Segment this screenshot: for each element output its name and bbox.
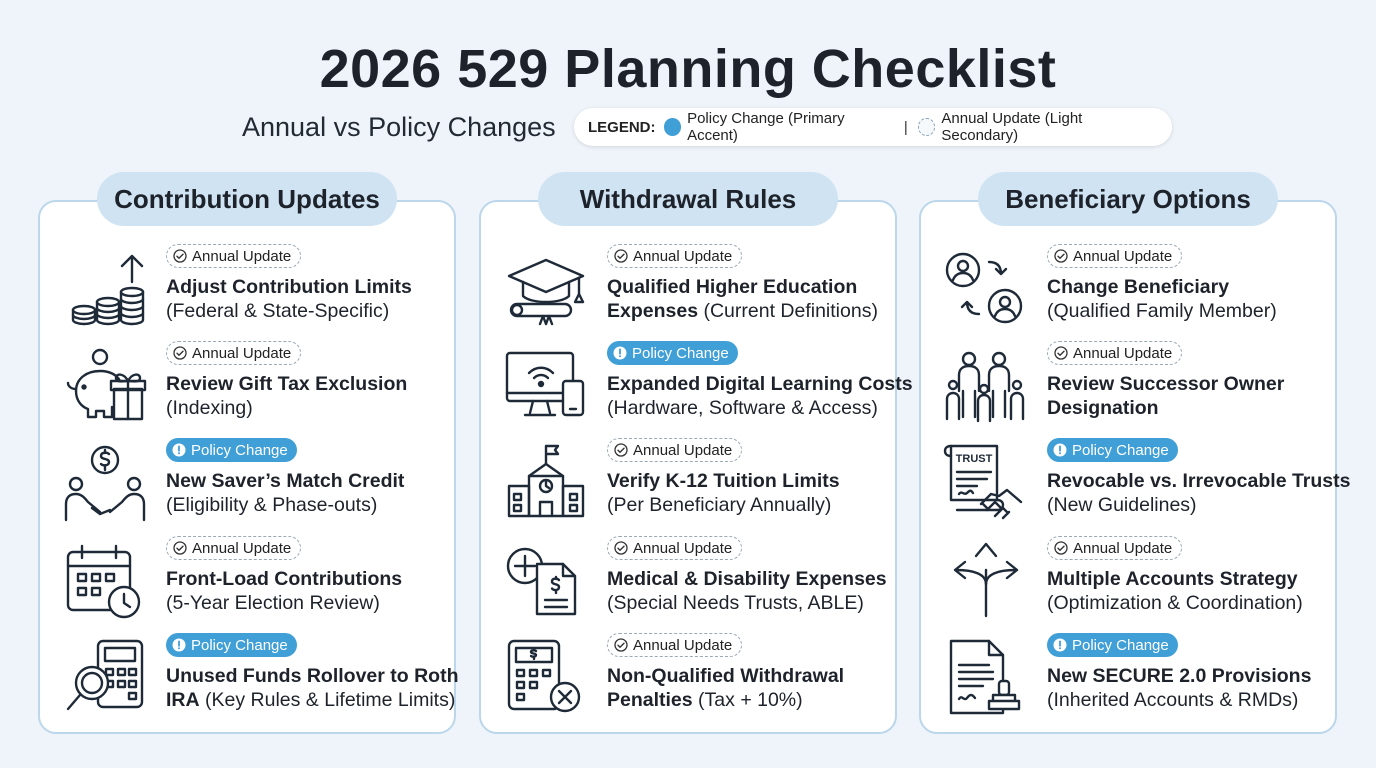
checklist-item <box>921 633 1339 725</box>
item-detail-regular: (Special Needs Trusts, ABLE) <box>607 592 864 614</box>
annual-update-badge <box>607 244 742 268</box>
item-title-bold: Medical & Disability Expenses <box>607 568 887 590</box>
item-title <box>1047 373 1284 396</box>
item-title-bold: Review Gift Tax Exclusion <box>166 373 408 395</box>
annual-dot-icon <box>918 118 936 136</box>
panel-withdrawal-rules <box>479 200 913 734</box>
checklist-item <box>481 633 899 725</box>
item-detail-bold: Expenses <box>607 300 699 322</box>
item-detail <box>1047 592 1303 615</box>
item-title <box>607 470 840 493</box>
legend-annual: Annual Update (Light Secondary) <box>941 110 1083 144</box>
badge-label: Annual Update <box>633 539 733 557</box>
calendar-clock-icon <box>62 540 148 620</box>
checklist-item <box>40 536 458 628</box>
checklist-item <box>921 438 1351 530</box>
policy-change-badge <box>166 438 297 462</box>
item-title-bold: Unused Funds Rollover to Roth <box>166 665 459 687</box>
badge-label: Policy Change <box>191 636 288 654</box>
item-title-bold: Qualified Higher Education <box>607 276 858 298</box>
checklist-item <box>921 244 1339 336</box>
checklist-item <box>481 438 899 530</box>
item-title <box>166 373 407 396</box>
legend-policy: Policy Change (Primary Accent) <box>687 110 845 144</box>
item-title-bold: New SECURE 2.0 Provisions <box>1047 665 1312 687</box>
policy-change-badge <box>1047 633 1178 657</box>
item-title <box>1047 276 1229 299</box>
item-title-bold: Expanded Digital Learning Costs <box>607 373 913 395</box>
item-title-bold: New Saver’s Match Credit <box>166 470 405 492</box>
check-circle-icon <box>614 443 628 457</box>
document-stamp-icon <box>943 637 1029 717</box>
legend-separator: | <box>903 118 908 136</box>
item-title-bold: Adjust Contribution Limits <box>166 276 412 298</box>
piggy-bank-gift-icon <box>62 345 148 425</box>
item-title-bold: Front-Load Contributions <box>166 568 403 590</box>
item-detail-regular: (5-Year Election Review) <box>166 592 380 614</box>
annual-update-badge <box>607 438 742 462</box>
check-circle-icon <box>173 346 187 360</box>
item-detail <box>607 397 878 420</box>
item-detail <box>166 397 253 420</box>
legend <box>574 108 1172 146</box>
check-circle-icon <box>1054 541 1068 555</box>
checklist-item <box>40 341 458 433</box>
check-circle-icon <box>614 249 628 263</box>
check-circle-icon <box>614 541 628 555</box>
policy-change-badge <box>166 633 297 657</box>
section-header-withdrawal: Withdrawal Rules <box>538 172 838 226</box>
badge-label: Annual Update <box>192 247 292 265</box>
checklist-item <box>40 438 458 530</box>
item-detail <box>166 689 455 712</box>
item-detail-regular: (Qualified Family Member) <box>1047 300 1277 322</box>
check-circle-icon <box>173 541 187 555</box>
badge-label: Annual Update <box>633 247 733 265</box>
item-detail <box>166 592 380 615</box>
policy-dot-icon <box>664 118 682 136</box>
annual-update-badge <box>1047 244 1182 268</box>
item-title-bold: Review Successor Owner <box>1047 373 1285 395</box>
item-title <box>607 373 913 396</box>
item-detail-regular: (Eligibility & Phase-outs) <box>166 494 378 516</box>
item-detail-regular: (Indexing) <box>166 397 253 419</box>
section-header-contribution: Contribution Updates <box>97 172 397 226</box>
checklist-item <box>40 244 458 336</box>
item-title <box>1047 470 1351 493</box>
annual-update-badge <box>166 341 301 365</box>
annual-update-badge <box>607 633 742 657</box>
medical-bill-icon <box>503 540 589 620</box>
trust-label: TRUST <box>955 453 993 465</box>
badge-label: Annual Update <box>633 441 733 459</box>
item-detail-regular: (Per Beneficiary Annually) <box>607 494 832 516</box>
item-title-bold: Multiple Accounts Strategy <box>1047 568 1298 590</box>
item-detail <box>607 494 831 517</box>
badge-label: Policy Change <box>191 441 288 459</box>
item-title <box>166 568 402 591</box>
item-detail <box>607 689 803 712</box>
legend-label: LEGEND: <box>588 118 656 136</box>
page-subtitle: Annual vs Policy Changes <box>242 112 556 142</box>
item-detail <box>1047 689 1298 712</box>
item-title <box>607 568 887 591</box>
item-detail-bold: IRA <box>166 689 200 711</box>
badge-label: Policy Change <box>632 344 729 362</box>
item-title-bold: Verify K-12 Tuition Limits <box>607 470 840 492</box>
item-title-bold: Change Beneficiary <box>1047 276 1230 298</box>
school-building-icon <box>503 442 589 522</box>
badge-label: Annual Update <box>192 344 292 362</box>
badge-label: Annual Update <box>1073 539 1173 557</box>
checklist-item <box>481 341 913 433</box>
policy-change-badge <box>607 341 738 365</box>
check-circle-icon <box>1054 346 1068 360</box>
item-detail <box>1047 494 1197 517</box>
item-title-bold: Revocable vs. Irrevocable Trusts <box>1047 470 1351 492</box>
item-title <box>1047 665 1311 688</box>
exclamation-icon <box>613 346 627 360</box>
checklist-item <box>40 633 458 725</box>
item-detail-regular: (New Guidelines) <box>1047 494 1197 516</box>
checklist-item <box>921 341 1339 433</box>
item-detail-regular: (Hardware, Software & Access) <box>607 397 878 419</box>
badge-label: Annual Update <box>192 539 292 557</box>
annual-update-badge <box>166 244 301 268</box>
check-circle-icon <box>1054 249 1068 263</box>
exclamation-icon <box>172 443 186 457</box>
check-circle-icon <box>173 249 187 263</box>
annual-update-badge <box>1047 536 1182 560</box>
item-detail-regular: (Current Definitions) <box>698 300 878 322</box>
badge-label: Annual Update <box>1073 247 1173 265</box>
item-detail <box>607 300 878 323</box>
item-title <box>166 276 412 299</box>
exclamation-icon <box>1053 443 1067 457</box>
policy-change-badge <box>1047 438 1178 462</box>
item-title-bold: Non-Qualified Withdrawal <box>607 665 845 687</box>
checklist-item <box>481 244 899 336</box>
monitor-tablet-icon <box>503 345 589 425</box>
family-icon <box>943 345 1029 425</box>
page-title: 2026 529 Planning Checklist <box>319 39 1057 99</box>
item-detail-regular: (Federal & State-Specific) <box>166 300 390 322</box>
checklist-item <box>481 536 899 628</box>
badge-label: Policy Change <box>1072 441 1169 459</box>
coin-stacks-icon <box>62 248 148 328</box>
item-title <box>607 665 844 688</box>
annual-update-badge <box>1047 341 1182 365</box>
split-arrows-icon <box>943 540 1029 620</box>
item-title <box>607 276 857 299</box>
item-detail-regular: (Optimization & Coordination) <box>1047 592 1303 614</box>
swap-users-icon <box>943 248 1029 328</box>
exclamation-icon <box>1053 638 1067 652</box>
item-detail-bold: Penalties <box>607 689 693 711</box>
checklist-item <box>921 536 1339 628</box>
badge-label: Annual Update <box>1073 344 1173 362</box>
annual-update-badge <box>166 536 301 560</box>
item-detail <box>1047 397 1159 420</box>
item-detail-bold: Designation <box>1047 397 1159 419</box>
section-header-beneficiary: Beneficiary Options <box>978 172 1278 226</box>
panel-beneficiary-options <box>919 200 1351 734</box>
panel-contribution-updates <box>38 200 459 734</box>
item-title <box>1047 568 1298 591</box>
item-detail-regular: (Tax + 10%) <box>692 689 803 711</box>
item-detail <box>607 592 864 615</box>
trust-document-handshake-icon <box>943 442 1029 522</box>
item-detail-regular: (Inherited Accounts & RMDs) <box>1047 689 1299 711</box>
badge-label: Annual Update <box>633 636 733 654</box>
item-detail <box>166 494 377 517</box>
item-detail <box>1047 300 1277 323</box>
item-detail <box>166 300 389 323</box>
graduation-cap-diploma-icon <box>503 248 589 328</box>
handshake-dollar-icon <box>62 442 148 522</box>
item-detail-regular: (Key Rules & Lifetime Limits) <box>199 689 456 711</box>
calculator-penalty-icon <box>503 637 589 717</box>
item-title <box>166 470 404 493</box>
item-title <box>166 665 459 688</box>
check-circle-icon <box>614 638 628 652</box>
badge-label: Policy Change <box>1072 636 1169 654</box>
annual-update-badge <box>607 536 742 560</box>
calculator-magnifier-icon <box>62 637 148 717</box>
exclamation-icon <box>172 638 186 652</box>
